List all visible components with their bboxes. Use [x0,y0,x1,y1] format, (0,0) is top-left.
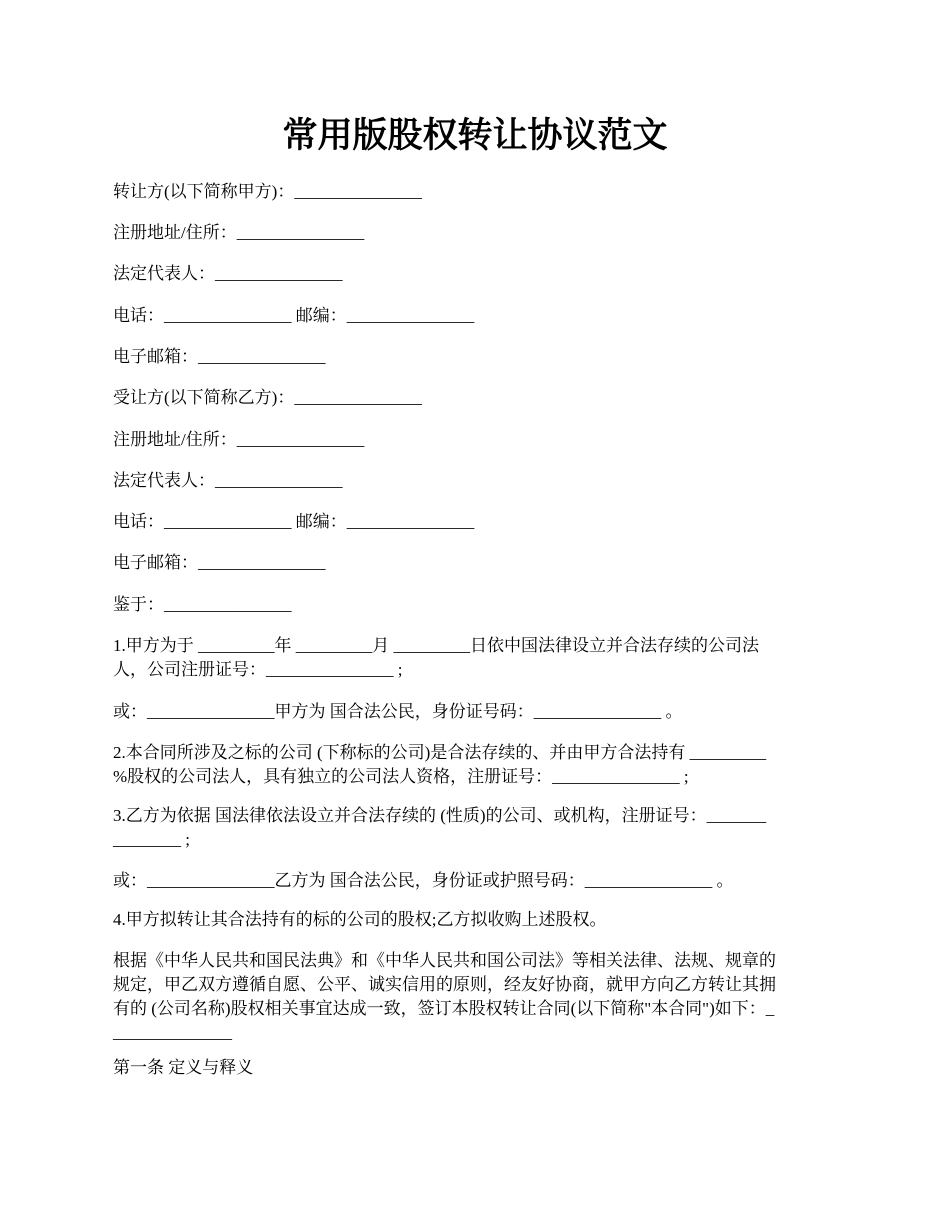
basis-line-3: 有的 (公司名称)股权相关事宜达成一致，签订本股权转让合同(以下简称"本合同")如下：_ [113,999,775,1018]
transferee-phone-postcode-line: 电话：_______________ 邮编：_______________ [113,512,475,531]
whereas-line: 鉴于：_______________ [113,595,292,614]
transferee-legal-rep-line: 法定代表人：_______________ [113,471,343,490]
transferor-legal-rep-line: 法定代表人：_______________ [113,264,343,283]
clause-2-line-1: 2.本合同所涉及之标的公司 (下称标的公司)是合法存续的、并由甲方合法持有 _________ [113,743,767,762]
basis-line-4: ______________ [113,1023,232,1042]
clause-2-line-2: %股权的公司法人，具有独立的公司法人资格，注册证号：_______________ ; [113,767,689,786]
clause-3-line-2: ________ ; [113,830,190,849]
transferee-email-line: 电子邮箱：_______________ [113,553,326,572]
clause-1-line-1: 1.甲方为于 _________年 _________月 _________日依中国法律设立并合法存续的公司法 [113,636,759,655]
clause-1-alternative: 或：_______________甲方为 国合法公民，身份证号码：_______________ 。 [113,702,683,721]
clause-3-alternative: 或：_______________乙方为 国合法公民，身份证或护照号码：_______________ 。 [113,871,734,890]
transferor-name-line: 转让方(以下简称甲方)：_______________ [113,182,422,201]
article-1-heading: 第一条 定义与释义 [113,1058,254,1077]
clause-3-line-1: 3.乙方为依据 国法律依法设立并合法存续的 (性质)的公司、或机构，注册证号：_______ [113,806,767,825]
document-title: 常用版股权转让协议范文 [282,115,668,156]
transferee-name-line: 受让方(以下简称乙方)：_______________ [113,388,422,407]
transferor-email-line: 电子邮箱：_______________ [113,347,326,366]
clause-4: 4.甲方拟转让其合法持有的标的公司的股权;乙方拟收购上述股权。 [113,910,607,929]
transferee-address-line: 注册地址/住所：_______________ [113,430,365,449]
basis-line-2: 规定，甲乙双方遵循自愿、公平、诚实信用的原则，经友好协商，就甲方向乙方转让其拥 [113,975,776,994]
basis-line-1: 根据《中华人民共和国民法典》和《中华人民共和国公司法》等相关法律、法规、规章的 [113,951,776,970]
clause-1-line-2: 人，公司注册证号：_______________ ; [113,660,403,679]
transferor-phone-postcode-line: 电话：_______________ 邮编：_______________ [113,306,475,325]
transferor-address-line: 注册地址/住所：_______________ [113,223,365,242]
